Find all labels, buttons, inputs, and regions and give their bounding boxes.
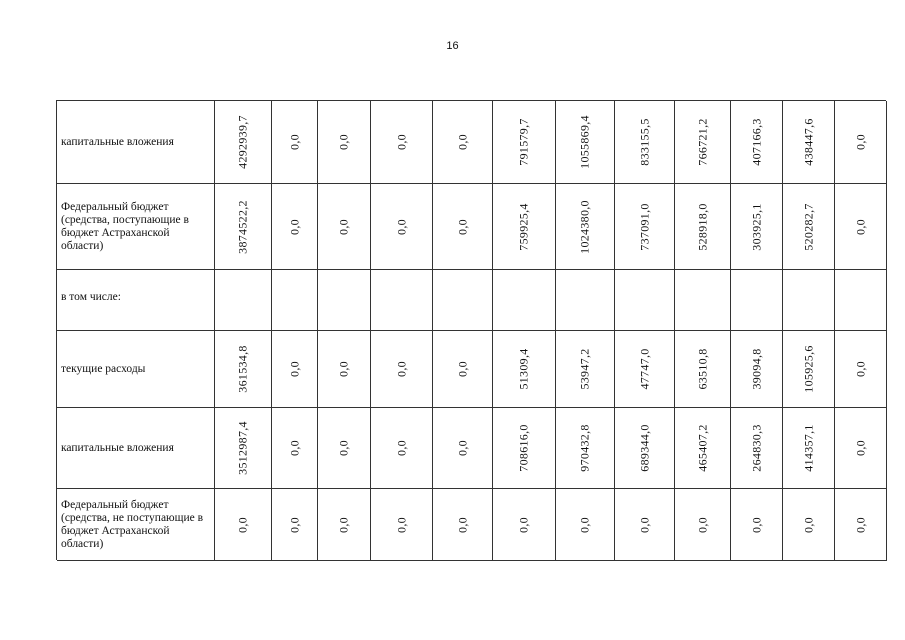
value-cell: [493, 270, 556, 331]
value-cell: [272, 270, 318, 331]
row-label: [57, 270, 215, 331]
value-cell: [318, 408, 371, 489]
value-text: 0,0: [394, 134, 408, 150]
value-cell: [215, 184, 272, 270]
value-cell: [433, 489, 493, 561]
value-text: 47747,0: [637, 348, 651, 390]
value-text: 0,0: [455, 134, 469, 150]
value-cell: [731, 184, 783, 270]
value-cell: [556, 101, 615, 184]
value-cell: [371, 408, 433, 489]
value-text: 0,0: [455, 218, 469, 235]
value-text: 53947,2: [577, 348, 592, 390]
value-cell: [731, 331, 783, 408]
value-text: 1055869,4: [577, 115, 592, 169]
value-text: 0,0: [749, 516, 763, 533]
value-text: 0,0: [455, 516, 469, 533]
value-text: 3874522,2: [235, 199, 250, 254]
value-cell: [318, 101, 371, 184]
value-text: 407166,3: [749, 118, 763, 166]
value-cell: [493, 408, 556, 489]
value-text: 528918,0: [695, 202, 709, 251]
value-cell: [318, 489, 371, 561]
page-number: 16: [446, 40, 459, 52]
value-cell: [615, 489, 675, 561]
value-cell: [371, 331, 433, 408]
row-label: [57, 184, 215, 270]
row-label: [57, 101, 215, 184]
value-text: 737091,0: [637, 202, 651, 251]
value-text: 0,0: [455, 440, 469, 456]
value-text: 0,0: [801, 516, 815, 533]
value-cell: [318, 184, 371, 270]
value-text: 0,0: [394, 440, 408, 456]
value-text: 0,0: [516, 516, 531, 533]
value-cell: [783, 101, 835, 184]
value-cell: [272, 184, 318, 270]
value-cell: [556, 184, 615, 270]
value-cell: [835, 101, 887, 184]
value-cell: [615, 408, 675, 489]
value-text: 1024380,0: [577, 199, 592, 254]
value-text: 0,0: [287, 361, 301, 377]
row-label-text: Федеральный бюджет (средства, не поступающие в бюджет Астраханской области): [61, 498, 204, 550]
value-cell: [675, 270, 731, 331]
row-label: [57, 408, 215, 489]
value-cell: [783, 489, 835, 561]
value-cell: [318, 270, 371, 331]
value-cell: [835, 270, 887, 331]
value-cell: [493, 489, 556, 561]
value-cell: [433, 331, 493, 408]
value-cell: [433, 270, 493, 331]
value-text: 766721,2: [695, 118, 709, 166]
value-text: 0,0: [394, 361, 408, 377]
value-cell: [318, 331, 371, 408]
value-text: 465407,2: [695, 424, 709, 472]
value-cell: [433, 184, 493, 270]
value-cell: [835, 331, 887, 408]
value-text: 303925,1: [749, 202, 763, 251]
value-cell: [272, 101, 318, 184]
value-text: 438447,6: [801, 118, 815, 166]
value-cell: [371, 489, 433, 561]
value-text: 0,0: [853, 134, 867, 150]
value-cell: [215, 331, 272, 408]
row-label-text: текущие расходы: [61, 362, 146, 375]
value-text: 791579,7: [516, 118, 531, 166]
value-text: 0,0: [695, 516, 709, 533]
value-cell: [615, 270, 675, 331]
value-cell: [731, 408, 783, 489]
value-text: 4292939,7: [235, 115, 250, 169]
value-cell: [371, 184, 433, 270]
value-text: 759925,4: [516, 202, 531, 251]
value-text: 520282,7: [801, 202, 815, 251]
value-text: 0,0: [336, 134, 351, 150]
value-text: 0,0: [287, 218, 301, 235]
value-cell: [783, 331, 835, 408]
value-cell: [493, 101, 556, 184]
value-text: 3512987,4: [235, 421, 250, 475]
value-cell: [835, 408, 887, 489]
value-text: 264830,3: [749, 424, 763, 472]
value-cell: [835, 184, 887, 270]
row-label-text: в том числе:: [61, 290, 121, 303]
value-cell: [615, 101, 675, 184]
value-cell: [215, 270, 272, 331]
budget-table: [56, 100, 886, 560]
value-cell: [215, 489, 272, 561]
value-cell: [783, 184, 835, 270]
value-cell: [783, 408, 835, 489]
value-text: 0,0: [336, 440, 351, 456]
value-text: 105925,6: [801, 345, 815, 393]
value-text: 0,0: [235, 516, 250, 533]
value-text: 689344,0: [637, 424, 651, 472]
value-text: 39094,8: [749, 348, 763, 390]
value-text: 0,0: [287, 516, 301, 533]
value-cell: [675, 489, 731, 561]
value-cell: [371, 101, 433, 184]
value-text: 0,0: [455, 361, 469, 377]
value-cell: [272, 331, 318, 408]
value-cell: [731, 489, 783, 561]
value-cell: [835, 489, 887, 561]
row-label: [57, 331, 215, 408]
value-text: 0,0: [853, 361, 867, 377]
value-text: 51309,4: [516, 348, 531, 390]
value-cell: [615, 331, 675, 408]
value-cell: [556, 489, 615, 561]
value-text: 0,0: [577, 516, 592, 533]
value-cell: [556, 270, 615, 331]
row-label: [57, 489, 215, 561]
value-text: 0,0: [394, 218, 408, 235]
value-text: 0,0: [287, 134, 301, 150]
value-text: 0,0: [394, 516, 408, 533]
value-cell: [493, 184, 556, 270]
value-text: 0,0: [336, 516, 351, 533]
value-cell: [556, 408, 615, 489]
value-text: 361534,8: [235, 345, 250, 393]
row-label-text: Федеральный бюджет (средства, поступающие в бюджет Астраханской области): [61, 200, 189, 252]
value-cell: [433, 408, 493, 489]
value-cell: [272, 408, 318, 489]
row-label-text: капитальные вложения: [61, 135, 174, 148]
value-cell: [675, 184, 731, 270]
value-cell: [272, 489, 318, 561]
value-cell: [556, 331, 615, 408]
value-cell: [675, 101, 731, 184]
value-text: 970432,8: [577, 424, 592, 472]
value-text: 0,0: [853, 440, 867, 456]
value-text: 708616,0: [516, 424, 531, 472]
row-label-text: капитальные вложения: [61, 441, 174, 454]
value-cell: [675, 331, 731, 408]
value-text: 0,0: [637, 516, 651, 533]
value-text: 0,0: [853, 218, 867, 235]
value-text: 0,0: [853, 516, 867, 533]
value-cell: [493, 331, 556, 408]
value-cell: [371, 270, 433, 331]
value-cell: [731, 270, 783, 331]
value-cell: [215, 101, 272, 184]
value-cell: [675, 408, 731, 489]
value-text: 833155,5: [637, 118, 651, 166]
value-cell: [433, 101, 493, 184]
value-text: 0,0: [336, 361, 351, 377]
value-cell: [615, 184, 675, 270]
value-text: 63510,8: [695, 348, 709, 390]
value-cell: [731, 101, 783, 184]
value-cell: [783, 270, 835, 331]
value-text: 414357,1: [801, 424, 815, 472]
value-text: 0,0: [336, 218, 351, 235]
value-text: 0,0: [287, 440, 301, 456]
value-cell: [215, 408, 272, 489]
